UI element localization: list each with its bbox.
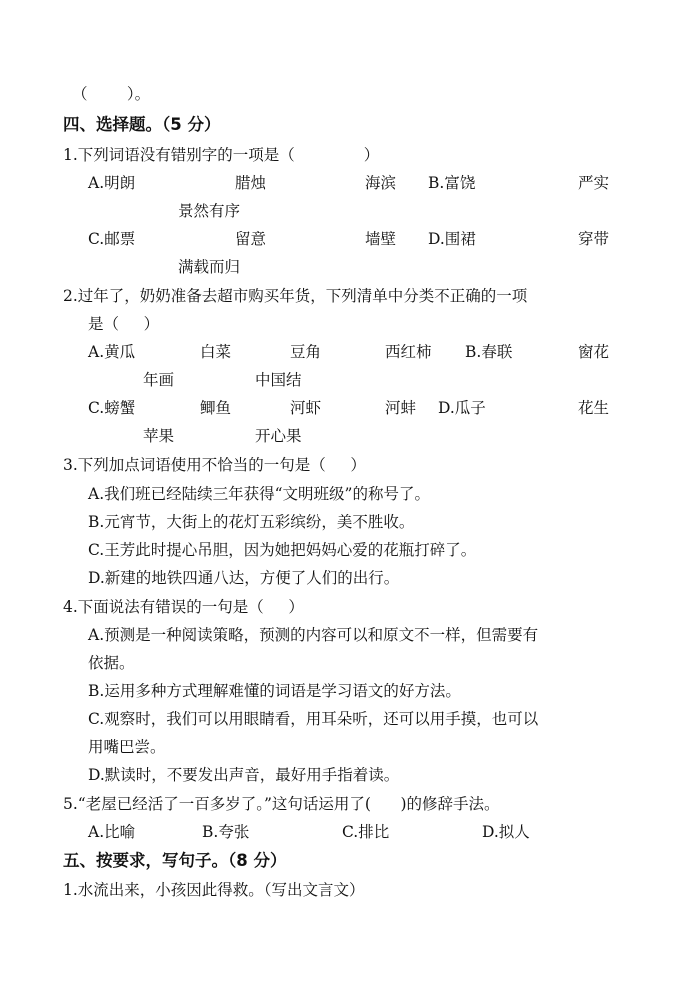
text-line: A.明朗 bbox=[88, 174, 136, 192]
text-line: C.邮票 bbox=[88, 230, 136, 248]
text-line: B.运用多种方式理解难懂的词语是学习语文的好方法。 bbox=[88, 682, 461, 700]
text-line: 严实 bbox=[578, 174, 610, 192]
text-line: C.螃蟹 bbox=[88, 399, 136, 417]
text-line: B.富饶 bbox=[428, 174, 476, 192]
text-line: D.新建的地铁四通八达，方便了人们的出行。 bbox=[88, 569, 400, 587]
text-line: A.预测是一种阅读策略，预测的内容可以和原文不一样，但需要有 bbox=[88, 626, 539, 644]
text-line: 豆角 bbox=[290, 343, 322, 361]
text-line: 鲫鱼 bbox=[200, 399, 232, 417]
text-line: B.元宵节，大街上的花灯五彩缤纷，美不胜收。 bbox=[88, 513, 415, 531]
text-line: A.我们班已经陆续三年获得“文明班级”的称号了。 bbox=[88, 485, 430, 503]
text-line: A.黄瓜 bbox=[88, 343, 136, 361]
text-line: 穿带 bbox=[578, 230, 610, 248]
text-line: 年画 bbox=[143, 371, 175, 389]
text-line: 窗花 bbox=[578, 343, 610, 361]
text-line: 苹果 bbox=[143, 427, 175, 445]
text-line: C.观察时，我们可以用眼睛看，用耳朵听，还可以用手摸，也可以 bbox=[88, 710, 539, 728]
text-line: 是（ ） bbox=[88, 315, 160, 333]
text-line: 用嘴巴尝。 bbox=[88, 738, 166, 756]
text-line: 西红柿 bbox=[385, 343, 432, 361]
text-line: （ ）。 bbox=[72, 85, 151, 103]
text-line: B.夸张 bbox=[202, 823, 250, 841]
text-line: B.春联 bbox=[465, 343, 513, 361]
text-line: D.拟人 bbox=[482, 823, 530, 841]
text-line: 留意 bbox=[235, 230, 267, 248]
text-line: 河蚌 bbox=[385, 399, 417, 417]
text-line: 1.下列词语没有错别字的一项是（ ） bbox=[63, 146, 380, 164]
text-line: 2.过年了，奶奶准备去超市购买年货，下列清单中分类不正确的一项 bbox=[63, 287, 528, 305]
text-line: 3.下列加点词语使用不恰当的一句是（ ） bbox=[63, 456, 366, 474]
section-heading: 五、按要求，写句子。（8 分） bbox=[63, 851, 287, 870]
text-line: 墙壁 bbox=[365, 230, 397, 248]
text-line: D.围裙 bbox=[428, 230, 476, 248]
text-line: C.王芳此时提心吊胆，因为她把妈妈心爱的花瓶打碎了。 bbox=[88, 541, 477, 559]
text-line: D.默读时，不要发出声音，最好用手指着读。 bbox=[88, 766, 400, 784]
text-line: 景然有序 bbox=[178, 202, 241, 220]
text-line: 河虾 bbox=[290, 399, 322, 417]
text-line: 海滨 bbox=[365, 174, 397, 192]
section-heading: 四、选择题。（5 分） bbox=[63, 115, 221, 134]
text-line: 满载而归 bbox=[178, 258, 241, 276]
text-line: 1.水流出来，小孩因此得救。（写出文言文） bbox=[63, 881, 365, 899]
text-line: 开心果 bbox=[255, 427, 302, 445]
text-line: C.排比 bbox=[342, 823, 390, 841]
text-line: D.瓜子 bbox=[438, 399, 486, 417]
text-line: 5.“老屋已经活了一百多岁了。”这句话运用了( )的修辞手法。 bbox=[63, 795, 500, 813]
text-line: 中国结 bbox=[255, 371, 302, 389]
text-line: A.比喻 bbox=[88, 823, 136, 841]
text-line: 腊烛 bbox=[235, 174, 267, 192]
text-line: 白菜 bbox=[200, 343, 232, 361]
text-line: 依据。 bbox=[88, 654, 135, 672]
text-line: 4.下面说法有错误的一句是（ ） bbox=[63, 598, 304, 616]
text-line: 花生 bbox=[578, 399, 610, 417]
